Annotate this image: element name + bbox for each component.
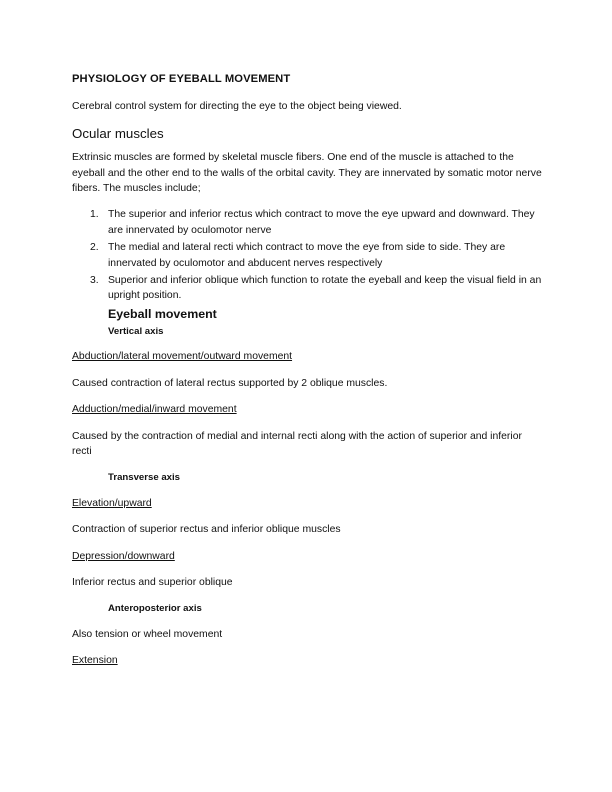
- muscle-list-item: [72, 273, 544, 304]
- list-number: 1.: [90, 209, 99, 221]
- ocular-muscles-heading: Ocular muscles: [72, 125, 164, 141]
- list-number: 3.: [90, 275, 99, 287]
- list-item-text: The superior and inferior rectus which contract to move the eye upward and downward. They are innervated by oculomotor nerve: [108, 209, 535, 236]
- transverse-axis-heading: Transverse axis: [108, 472, 181, 484]
- document-body: [72, 72, 544, 680]
- elevation-title: Elevation/upward: [72, 497, 152, 509]
- eyeball-movement-heading: Eyeball movement: [108, 306, 217, 321]
- extension-title: Extension: [72, 655, 118, 667]
- depression-text: Inferior rectus and superior oblique: [72, 576, 233, 588]
- list-item-text: Superior and inferior oblique which function to rotate the eyeball and keep the visual field in an upright position.: [108, 275, 542, 302]
- document-title: PHYSIOLOGY OF EYEBALL MOVEMENT: [72, 73, 291, 85]
- abduction-title: Abduction/lateral movement/outward movement: [72, 351, 293, 363]
- muscle-list: [72, 207, 544, 303]
- depression-title: Depression/downward: [72, 550, 175, 562]
- ocular-muscles-paragraph: Extrinsic muscles are formed by skeletal muscle fibers. One end of the muscle is attached to the eyeball and the other end to the walls of the orbital cavity. They are innervated by somatic motor nerve fibers. The muscles include;: [72, 152, 542, 195]
- adduction-text: Caused by the contraction of medial and internal recti along with the action of superior and inferior recti: [72, 430, 522, 457]
- anteroposterior-text: Also tension or wheel movement: [72, 628, 223, 640]
- adduction-title: Adduction/medial/inward movement: [72, 404, 237, 416]
- elevation-text: Contraction of superior rectus and inferior oblique muscles: [72, 524, 341, 536]
- anteroposterior-axis-heading: Anteroposterior axis: [108, 603, 202, 615]
- muscle-list-item: [72, 240, 544, 271]
- intro-paragraph: Cerebral control system for directing the eye to the object being viewed.: [72, 101, 402, 113]
- muscle-list-item: [72, 207, 544, 238]
- vertical-axis-heading: Vertical axis: [108, 325, 164, 337]
- list-item-text: The medial and lateral recti which contract to move the eye from side to side. They are innervated by oculomotor and abducent nerves respectively: [108, 242, 506, 269]
- list-number: 2.: [90, 242, 99, 254]
- abduction-text: Caused contraction of lateral rectus supported by 2 oblique muscles.: [72, 377, 388, 389]
